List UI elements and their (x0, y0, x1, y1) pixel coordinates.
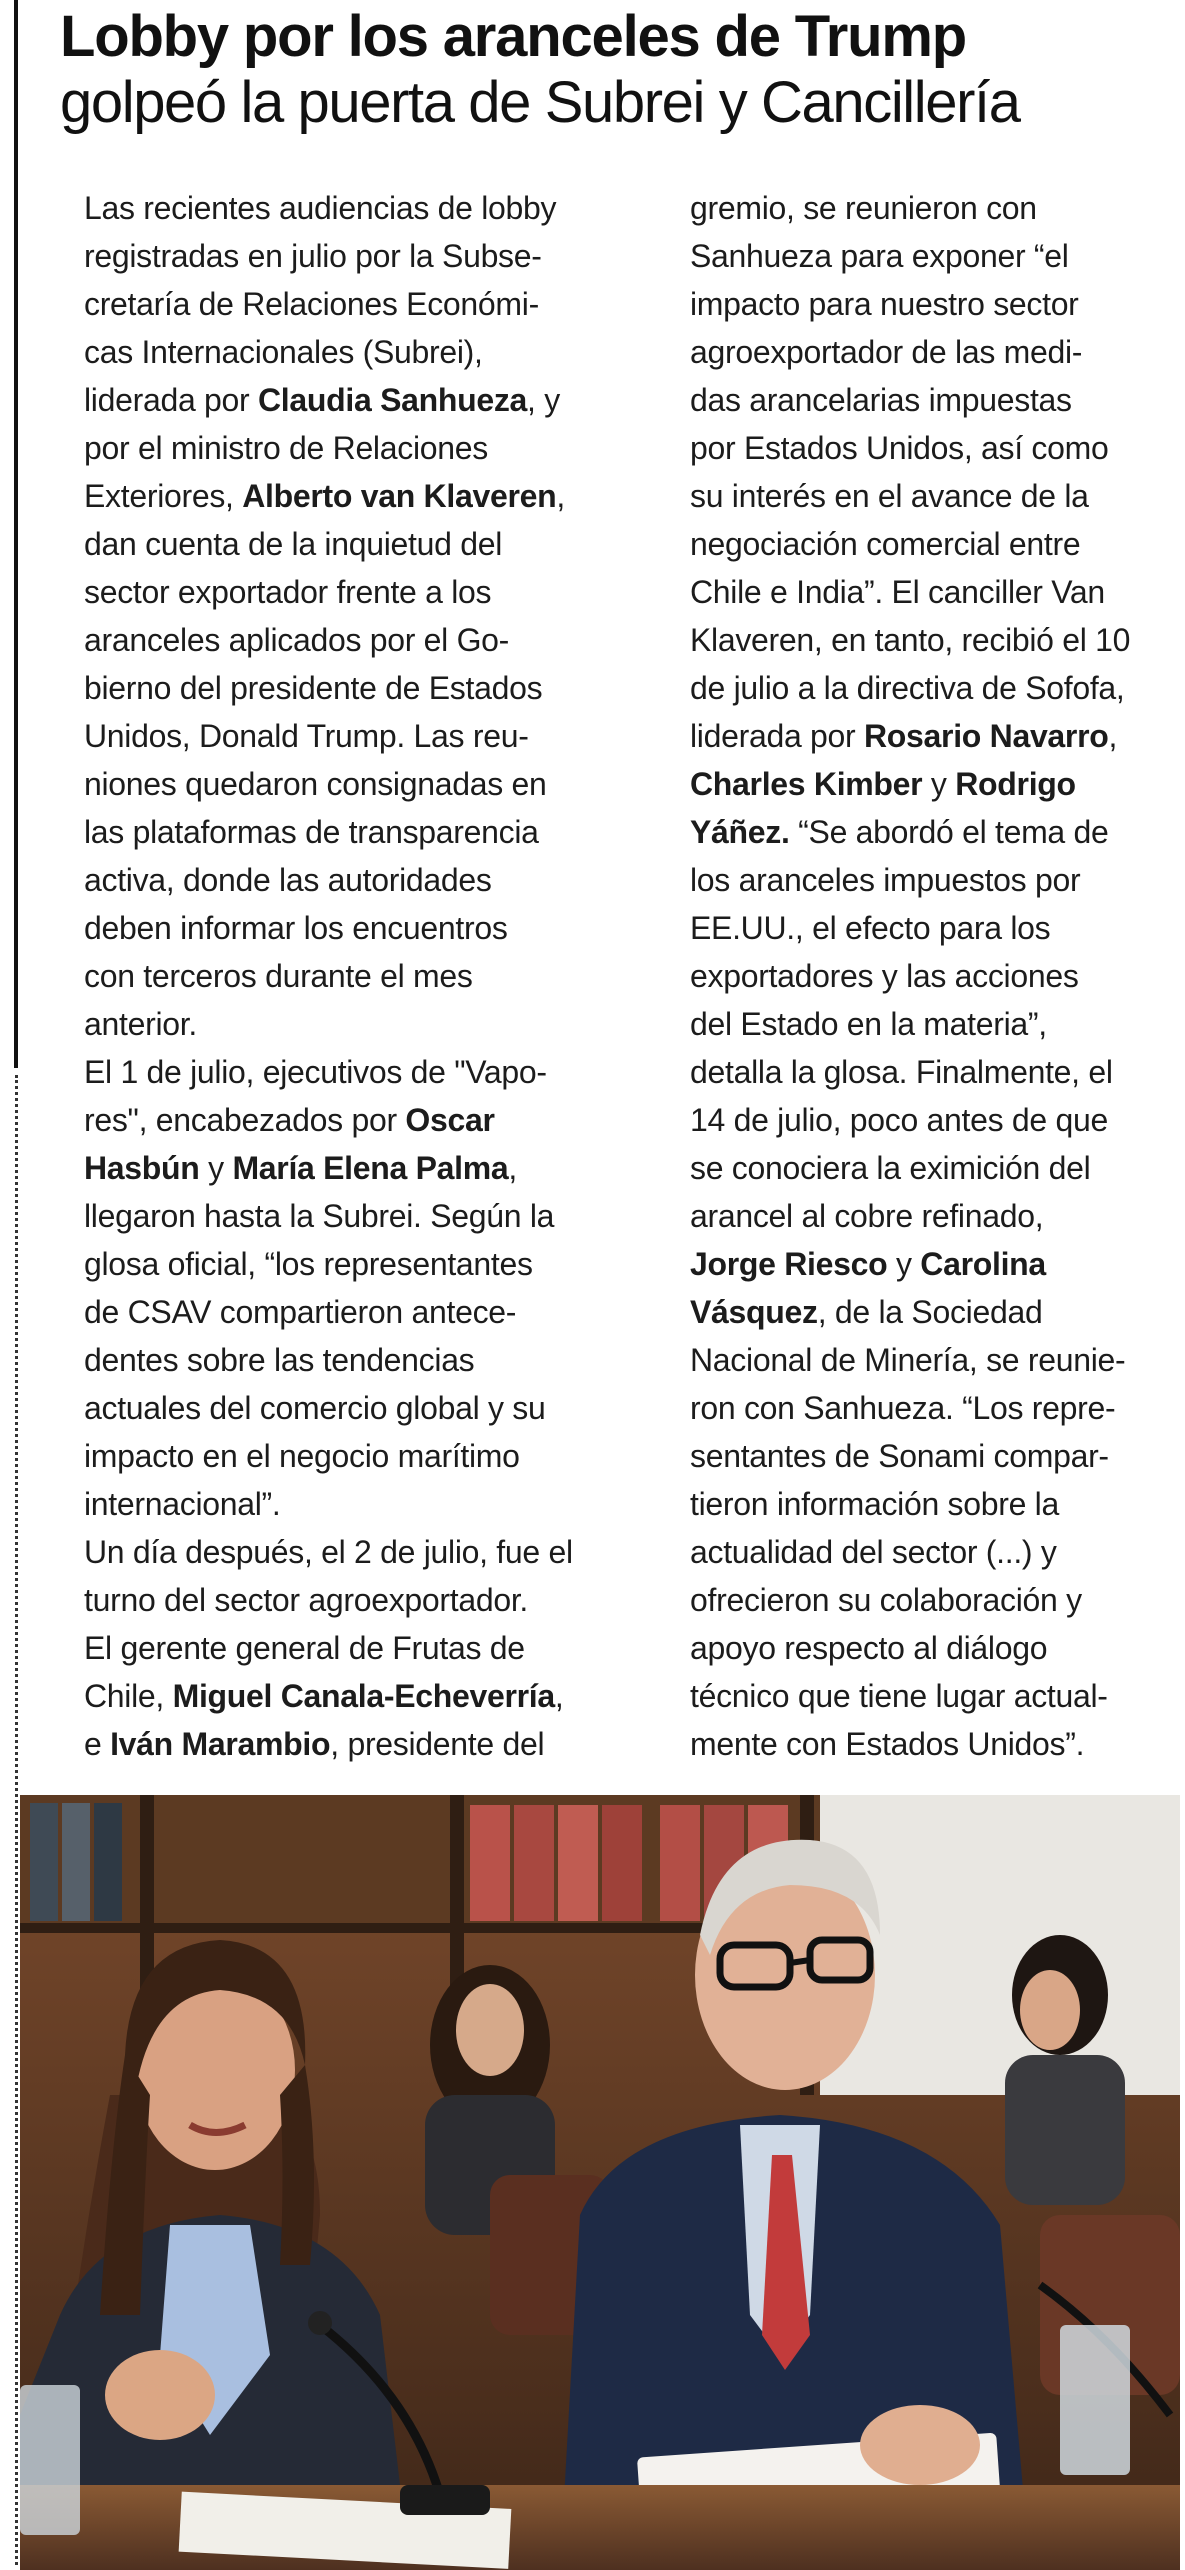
text-segment: , (508, 1150, 517, 1186)
text-segment: tieron información sobre la (690, 1486, 1059, 1522)
bold-name: Jorge Riesco (690, 1246, 888, 1282)
text-segment: bierno del presidente de Estados (84, 670, 543, 706)
text-line (690, 616, 1185, 664)
headline-line-2: golpeó la puerta de Subrei y Cancillería (60, 70, 1020, 135)
text-segment: , presidente del (330, 1726, 545, 1762)
text-segment: , (556, 478, 565, 514)
text-line (84, 232, 624, 280)
text-line (690, 1240, 1185, 1288)
text-line (690, 376, 1185, 424)
text-line (84, 616, 624, 664)
text-segment: ron con Sanhueza. “Los repre- (690, 1390, 1116, 1426)
text-line (690, 664, 1185, 712)
text-segment: ofrecieron su colaboración y (690, 1582, 1082, 1618)
bold-name: Carolina (920, 1246, 1046, 1282)
bold-name: Oscar (405, 1102, 495, 1138)
text-line (690, 1096, 1185, 1144)
text-segment: Las recientes audiencias de lobby (84, 190, 557, 226)
text-segment: cas Internacionales (Subrei), (84, 334, 483, 370)
text-line (690, 184, 1185, 232)
text-line (84, 1096, 624, 1144)
text-segment: Chile, (84, 1678, 173, 1714)
text-segment: Sanhueza para exponer “el (690, 238, 1069, 274)
text-segment: se conociera la eximición del (690, 1150, 1091, 1186)
article-column-1 (84, 184, 624, 1768)
text-segment: niones quedaron consignadas en (84, 766, 547, 802)
text-segment: su interés en el avance de la (690, 478, 1089, 514)
article-column-2 (690, 184, 1185, 1768)
text-segment: actualidad del sector (...) y (690, 1534, 1057, 1570)
text-line (690, 1528, 1185, 1576)
text-line (84, 712, 624, 760)
text-line (84, 1000, 624, 1048)
text-line (84, 808, 624, 856)
text-line (690, 712, 1185, 760)
text-segment: actuales del comercio global y su (84, 1390, 546, 1426)
text-segment: gremio, se reunieron con (690, 190, 1037, 226)
text-segment: EE.UU., el efecto para los (690, 910, 1051, 946)
text-segment: dan cuenta de la inquietud del (84, 526, 503, 562)
dotted-rule (15, 1075, 18, 2565)
text-segment: El 1 de julio, ejecutivos de "Vapo- (84, 1054, 547, 1090)
text-segment: de CSAV compartieron antece- (84, 1294, 517, 1330)
text-line (690, 280, 1185, 328)
bold-name: Alberto van Klaveren (242, 478, 557, 514)
text-segment: impacto en el negocio marítimo (84, 1438, 520, 1474)
bold-name: Rosario Navarro (864, 718, 1109, 754)
text-line (84, 760, 624, 808)
text-line (84, 376, 624, 424)
text-line (84, 856, 624, 904)
text-line (84, 1672, 624, 1720)
text-line (690, 328, 1185, 376)
text-segment: liderada por (690, 718, 864, 754)
text-line (84, 1720, 624, 1768)
text-line (690, 904, 1185, 952)
text-line (84, 1576, 624, 1624)
text-segment: deben informar los encuentros (84, 910, 508, 946)
photo-illustration (20, 1795, 1180, 2570)
bold-name: Rodrigo (955, 766, 1076, 802)
text-line (84, 280, 624, 328)
text-line (84, 952, 624, 1000)
text-line (690, 1720, 1185, 1768)
text-segment: turno del sector agroexportador. (84, 1582, 529, 1618)
text-segment: registradas en julio por la Subse- (84, 238, 542, 274)
text-segment: glosa oficial, “los representantes (84, 1246, 533, 1282)
text-line (84, 424, 624, 472)
headline (60, 4, 1175, 136)
text-segment: El gerente general de Frutas de (84, 1630, 525, 1666)
text-line (84, 1528, 624, 1576)
text-line (84, 1384, 624, 1432)
text-segment: e (84, 1726, 111, 1762)
text-segment: por Estados Unidos, así como (690, 430, 1109, 466)
text-line (690, 1432, 1185, 1480)
text-segment: Exteriores, (84, 478, 243, 514)
text-segment: anterior. (84, 1006, 197, 1042)
text-line (84, 184, 624, 232)
text-segment: sentantes de Sonami compar- (690, 1438, 1109, 1474)
bold-name: Hasbún (84, 1150, 200, 1186)
text-segment: negociación comercial entre (690, 526, 1081, 562)
text-segment: internacional”. (84, 1486, 281, 1522)
column-rule (14, 0, 18, 1068)
text-segment: Unidos, Donald Trump. Las reu- (84, 718, 529, 754)
text-segment: llegaron hasta la Subrei. Según la (84, 1198, 555, 1234)
text-line (690, 232, 1185, 280)
text-segment: los aranceles impuestos por (690, 862, 1081, 898)
text-segment: y (199, 1150, 233, 1186)
text-line (690, 1192, 1185, 1240)
text-line (690, 1288, 1185, 1336)
text-line (690, 760, 1185, 808)
text-segment: activa, donde las autoridades (84, 862, 492, 898)
text-line (690, 1672, 1185, 1720)
text-segment: exportadores y las acciones (690, 958, 1079, 994)
text-segment: , (554, 1678, 564, 1714)
text-segment: , y (527, 382, 560, 418)
bold-name: Claudia Sanhueza (258, 382, 528, 418)
text-line (84, 1048, 624, 1096)
text-segment: impacto para nuestro sector (690, 286, 1079, 322)
text-segment: sector exportador frente a los (84, 574, 492, 610)
text-segment: agroexportador de las medi- (690, 334, 1083, 370)
text-line (690, 1000, 1185, 1048)
text-line (84, 1192, 624, 1240)
headline-line-1: Lobby por los aranceles de Trump (60, 4, 966, 69)
text-segment: dentes sobre las tendencias (84, 1342, 475, 1378)
text-line (84, 1336, 624, 1384)
bold-name: María Elena Palma (232, 1150, 509, 1186)
text-segment: , de la Sociedad (817, 1294, 1043, 1330)
text-line (84, 1624, 624, 1672)
text-segment: técnico que tiene lugar actual- (690, 1678, 1108, 1714)
text-segment: , (1108, 718, 1118, 754)
text-line (690, 1576, 1185, 1624)
text-segment: 14 de julio, poco antes de que (690, 1102, 1109, 1138)
text-segment: res", encabezados por (84, 1102, 406, 1138)
bold-name: Miguel Canala-Echeverría (172, 1678, 555, 1714)
text-segment: “Se abordó el tema de (789, 814, 1109, 850)
text-line (690, 520, 1185, 568)
text-segment: con terceros durante el mes (84, 958, 473, 994)
text-segment: das arancelarias impuestas (690, 382, 1072, 418)
text-line (690, 1336, 1185, 1384)
text-segment: arancel al cobre refinado, (690, 1198, 1044, 1234)
text-segment: cretaría de Relaciones Económi- (84, 286, 539, 322)
text-line (84, 664, 624, 712)
text-segment: Nacional de Minería, se reunie- (690, 1342, 1126, 1378)
text-segment: detalla la glosa. Finalmente, el (690, 1054, 1113, 1090)
text-segment: mente con Estados Unidos”. (690, 1726, 1085, 1762)
text-segment: de julio a la directiva de Sofofa, (690, 670, 1125, 706)
text-line (690, 1480, 1185, 1528)
text-line (84, 1288, 624, 1336)
text-segment: apoyo respecto al diálogo (690, 1630, 1048, 1666)
text-line (84, 1240, 624, 1288)
text-line (84, 328, 624, 376)
text-line (690, 424, 1185, 472)
text-line (690, 1144, 1185, 1192)
text-line (690, 1624, 1185, 1672)
bold-name: Yáñez. (690, 814, 790, 850)
article-photo (20, 1795, 1180, 2570)
text-segment: Un día después, el 2 de julio, fue el (84, 1534, 573, 1570)
text-line (84, 1432, 624, 1480)
text-line (690, 1384, 1185, 1432)
bold-name: Vásquez (690, 1294, 818, 1330)
text-line (690, 568, 1185, 616)
text-segment: del Estado en la materia”, (690, 1006, 1047, 1042)
text-line (84, 1480, 624, 1528)
text-segment: y (922, 766, 956, 802)
text-line (690, 808, 1185, 856)
bold-name: Charles Kimber (690, 766, 923, 802)
text-line (690, 472, 1185, 520)
text-segment: las plataformas de transparencia (84, 814, 539, 850)
bold-name: Iván Marambio (110, 1726, 331, 1762)
text-segment: Klaveren, en tanto, recibió el 10 (690, 622, 1131, 658)
text-line (84, 1144, 624, 1192)
text-line (690, 1048, 1185, 1096)
text-line (690, 952, 1185, 1000)
text-line (690, 856, 1185, 904)
text-segment: aranceles aplicados por el Go- (84, 622, 510, 658)
text-segment: liderada por (84, 382, 258, 418)
text-segment: y (887, 1246, 921, 1282)
text-line (84, 520, 624, 568)
text-segment: por el ministro de Relaciones (84, 430, 488, 466)
text-line (84, 472, 624, 520)
text-segment: Chile e India”. El canciller Van (690, 574, 1105, 610)
text-line (84, 568, 624, 616)
text-line (84, 904, 624, 952)
